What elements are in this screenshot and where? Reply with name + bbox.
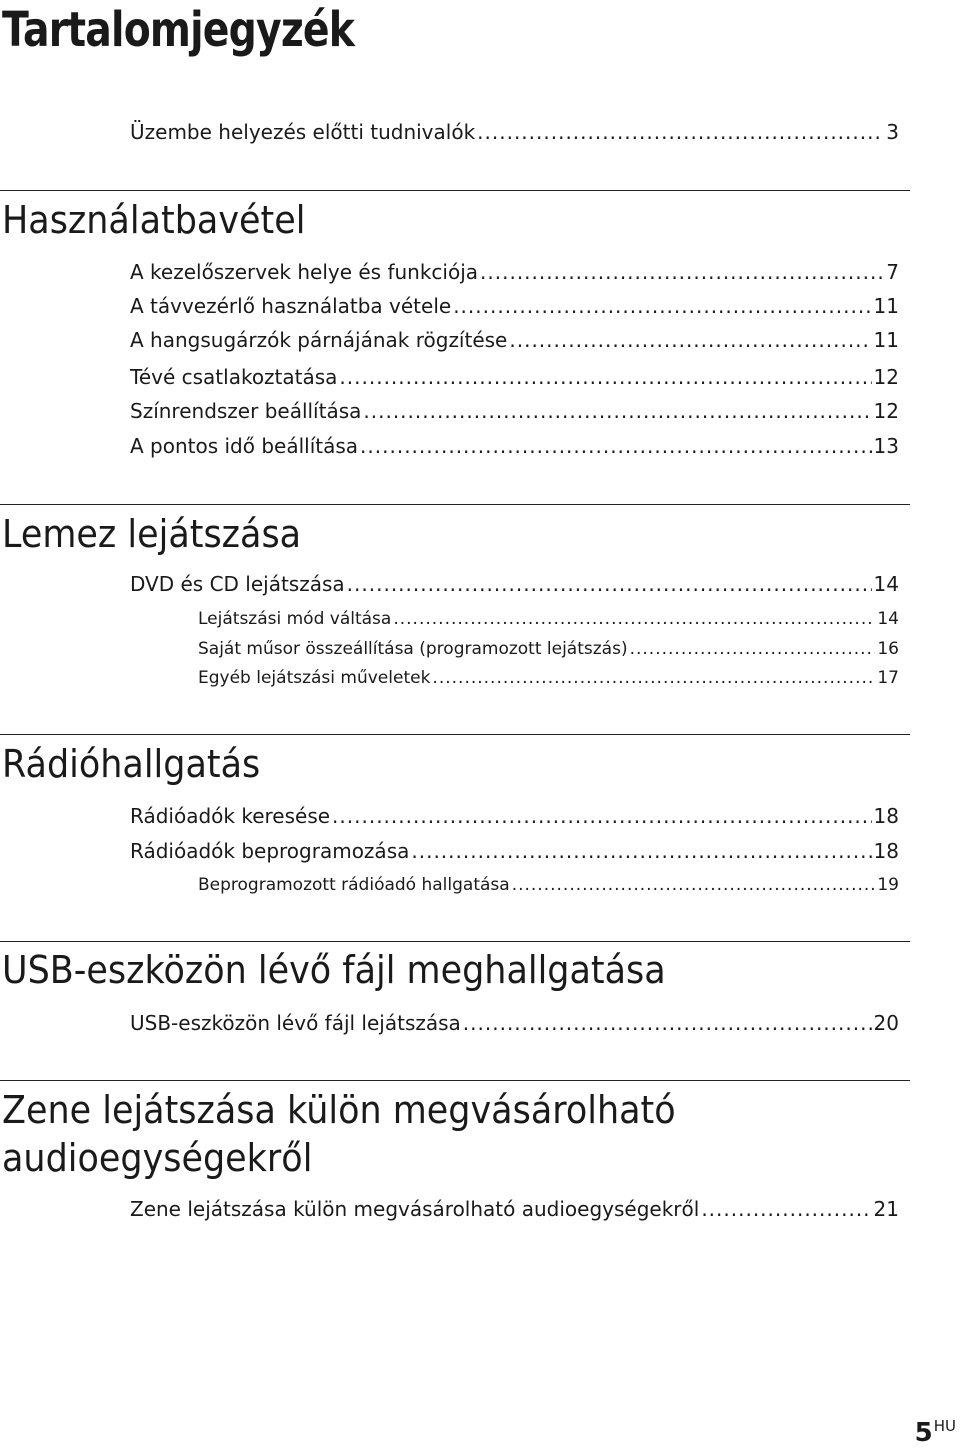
toc-entry-page: 20 <box>873 1011 899 1035</box>
section-title: Használatbavétel <box>2 198 306 242</box>
toc-entry-page: 13 <box>873 434 899 458</box>
toc-entry-label: USB-eszközön lévő fájl lejátszása <box>130 1011 461 1035</box>
toc-leader-dots <box>512 873 876 897</box>
toc-entry-label: Beprogramozott rádióadó hallgatása <box>198 875 510 895</box>
toc-entry[interactable] <box>130 397 899 425</box>
toc-entry-label: Tévé csatlakoztatása <box>130 365 338 389</box>
toc-entry-label: DVD és CD lejátszása <box>130 572 345 596</box>
toc-leader-dots <box>411 837 871 865</box>
toc-leader-dots <box>339 363 871 391</box>
toc-entry[interactable] <box>130 837 899 865</box>
toc-entry-label: Egyéb lejátszási műveletek <box>198 668 431 688</box>
toc-leader-dots <box>463 1009 872 1037</box>
toc-subentry[interactable] <box>198 607 899 631</box>
toc-leader-dots <box>701 1195 871 1223</box>
toc-entry[interactable] <box>130 1195 899 1223</box>
section-title: Lemez lejátszása <box>2 512 302 556</box>
toc-entry-page: 19 <box>877 875 899 895</box>
section-divider <box>0 1080 910 1081</box>
toc-entry-label: Rádióadók beprogramozása <box>130 839 410 863</box>
section-divider <box>0 941 910 942</box>
toc-entry-page: 16 <box>877 639 899 659</box>
page-title: Tartalomjegyzék <box>2 2 355 58</box>
section-divider <box>0 504 910 505</box>
toc-entry[interactable] <box>130 292 899 320</box>
toc-entry[interactable] <box>130 363 899 391</box>
toc-entry-label: Rádióadók keresése <box>130 804 331 828</box>
page-number <box>915 1417 956 1448</box>
toc-entry-page: 3 <box>886 120 899 144</box>
toc-entry[interactable] <box>130 432 899 460</box>
toc-leader-dots <box>393 607 875 631</box>
toc-entry-page: 7 <box>886 260 899 284</box>
toc-leader-dots <box>509 326 871 354</box>
toc-entry-page: 17 <box>877 668 899 688</box>
toc-subentry[interactable] <box>198 666 899 690</box>
toc-entry-page: 12 <box>873 399 899 423</box>
toc-entry-page: 11 <box>873 328 899 352</box>
toc-leader-dots <box>363 397 871 425</box>
toc-entry-page: 18 <box>873 804 899 828</box>
page-number-value: 5 <box>914 1418 933 1448</box>
section-title-line-1: Zene lejátszása külön megvásárolható <box>2 1088 676 1132</box>
toc-subentry[interactable] <box>198 637 899 661</box>
toc-entry-page: 21 <box>873 1197 899 1221</box>
toc-leader-dots <box>453 292 871 320</box>
toc-entry[interactable] <box>130 326 899 354</box>
toc-leader-dots <box>360 432 872 460</box>
section-title: USB-eszközön lévő fájl meghallgatása <box>2 948 666 992</box>
toc-entry-page: 14 <box>877 609 899 629</box>
toc-entry[interactable] <box>130 258 899 286</box>
toc-leader-dots <box>432 666 875 690</box>
section-divider <box>0 734 910 735</box>
section-title: Rádióhallgatás <box>2 742 261 786</box>
section-title-line-2: audioegységekről <box>2 1136 313 1180</box>
toc-entry-label: A pontos idő beállítása <box>130 434 359 458</box>
toc-leader-dots <box>480 258 884 286</box>
toc-subentry[interactable] <box>198 873 899 897</box>
toc-entry[interactable] <box>130 570 899 598</box>
toc-entry-label: Lejátszási mód váltása <box>198 609 392 629</box>
toc-entry-page: 11 <box>873 294 899 318</box>
toc-entry-label: A hangsugárzók párnájának rögzítése <box>130 328 508 352</box>
section-divider <box>0 190 910 191</box>
toc-entry[interactable] <box>130 1009 899 1037</box>
toc-entry-label: Színrendszer beállítása <box>130 399 362 423</box>
toc-leader-dots <box>630 637 876 661</box>
toc-entry-page: 14 <box>873 572 899 596</box>
page-language-code: HU <box>933 1417 956 1435</box>
toc-entry-intro[interactable] <box>130 118 899 146</box>
toc-leader-dots <box>332 802 872 830</box>
toc-entry-label: A távvezérlő használatba vétele <box>130 294 452 318</box>
toc-entry-label: Saját műsor összeállítása (programozott lejátszás) <box>198 639 628 659</box>
toc-entry-page: 12 <box>873 365 899 389</box>
toc-entry[interactable] <box>130 802 899 830</box>
toc-entry-label: A kezelőszervek helye és funkciója <box>130 260 479 284</box>
toc-leader-dots <box>347 570 872 598</box>
toc-entry-page: 18 <box>873 839 899 863</box>
toc-leader-dots <box>477 118 884 146</box>
toc-entry-label: Zene lejátszása külön megvásárolható audioegységekről <box>130 1197 700 1221</box>
toc-entry-label: Üzembe helyezés előtti tudnivalók <box>130 120 476 144</box>
